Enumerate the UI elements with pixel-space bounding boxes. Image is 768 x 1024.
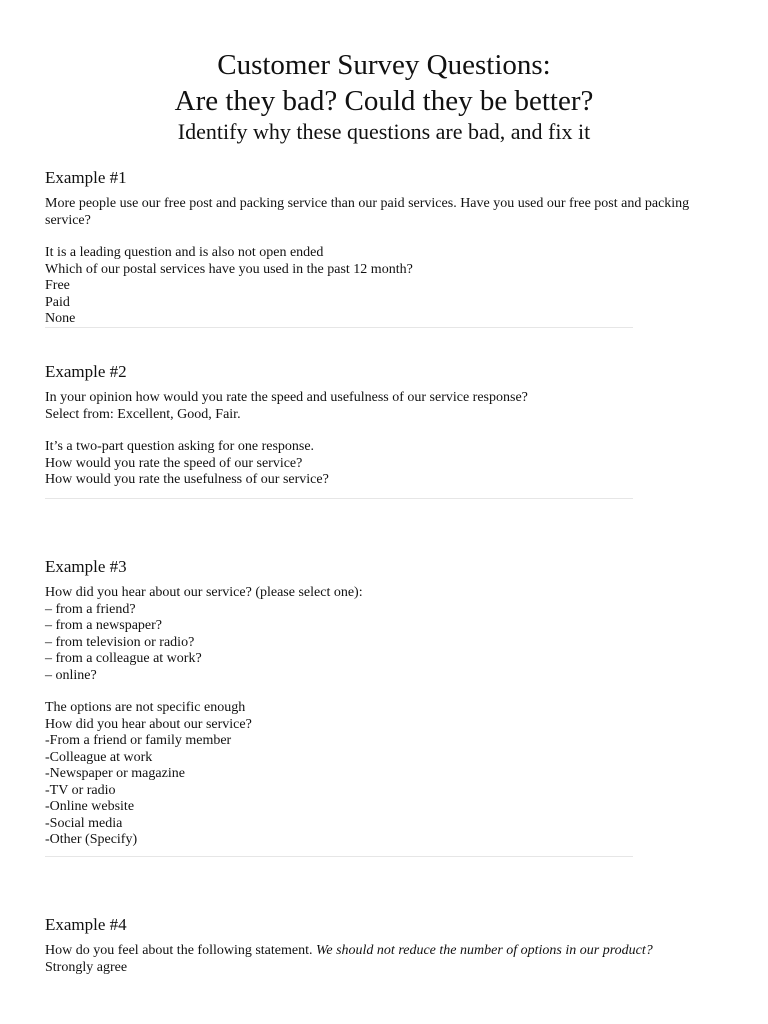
example-3-heading: Example #3 (45, 557, 127, 576)
example-1-answer-line: Free (45, 278, 70, 293)
example-4-section (45, 914, 705, 976)
example-3-question-line: – from television or radio? (45, 634, 195, 650)
example-1-section (45, 167, 705, 328)
example-4-question (45, 943, 705, 960)
example-3-answer-line: -Other (Specify) (45, 832, 138, 847)
example-2-section (45, 361, 705, 489)
example-1-heading: Example #1 (45, 168, 127, 187)
example-3-answer-line: How did you hear about our service? (45, 716, 252, 732)
example-3-question-line: – from a colleague at work? (45, 651, 202, 666)
example-4-heading: Example #4 (45, 915, 127, 934)
example-3-answer-line: The options are not specific enough (45, 700, 246, 715)
example-3-answer-line: -Newspaper or magazine (45, 766, 185, 781)
divider (45, 856, 633, 857)
example-4-question-text: How do you feel about the following statement. (45, 943, 316, 958)
example-3-answer-line: -Online website (45, 799, 135, 814)
example-1-question: More people use our free post and packing service than our paid services. Have you used our free post and packing service? (45, 196, 693, 228)
example-3-question-line: How did you hear about our service? (please select one): (45, 585, 363, 600)
example-3-question-line: – online? (45, 667, 97, 683)
example-3-answer-line: -From a friend or family member (45, 733, 232, 748)
example-2-answer-line: How would you rate the usefulness of our service? (45, 472, 329, 487)
example-1-answer-line: Paid (45, 294, 70, 310)
example-3-question-line: – from a friend? (45, 601, 136, 617)
example-3-answer-line: -TV or radio (45, 782, 116, 798)
example-1-answer-line: It is a leading question and is also not open ended (45, 245, 324, 260)
example-3-answer-line: -Social media (45, 815, 123, 831)
example-3-question-line: – from a newspaper? (45, 618, 163, 633)
example-1-answer-line: Which of our postal services have you used in the past 12 month? (45, 261, 413, 277)
example-3-section (45, 556, 705, 849)
example-3-answer-line: -Colleague at work (45, 749, 153, 765)
example-2-answer-line: How would you rate the speed of our service? (45, 455, 303, 471)
example-2-question-line: Select from: Excellent, Good, Fair. (45, 406, 241, 422)
document-title-line-1: Customer Survey Questions: (217, 49, 551, 81)
example-1-answer-line: None (45, 311, 76, 326)
example-2-question-line: In your opinion how would you rate the speed and usefulness of our service response? (45, 390, 528, 405)
example-4-statement: We should not reduce the number of options in our product? (316, 943, 653, 958)
document-subtitle: Identify why these questions are bad, and fix it (177, 119, 591, 144)
document-title-line-2: Are they bad? Could they be better? (174, 85, 594, 117)
divider (45, 498, 633, 499)
example-2-heading: Example #2 (45, 362, 127, 381)
divider (45, 327, 633, 328)
example-2-answer-line: It’s a two-part question asking for one response. (45, 439, 315, 454)
example-4-option: Strongly agree (45, 959, 128, 975)
